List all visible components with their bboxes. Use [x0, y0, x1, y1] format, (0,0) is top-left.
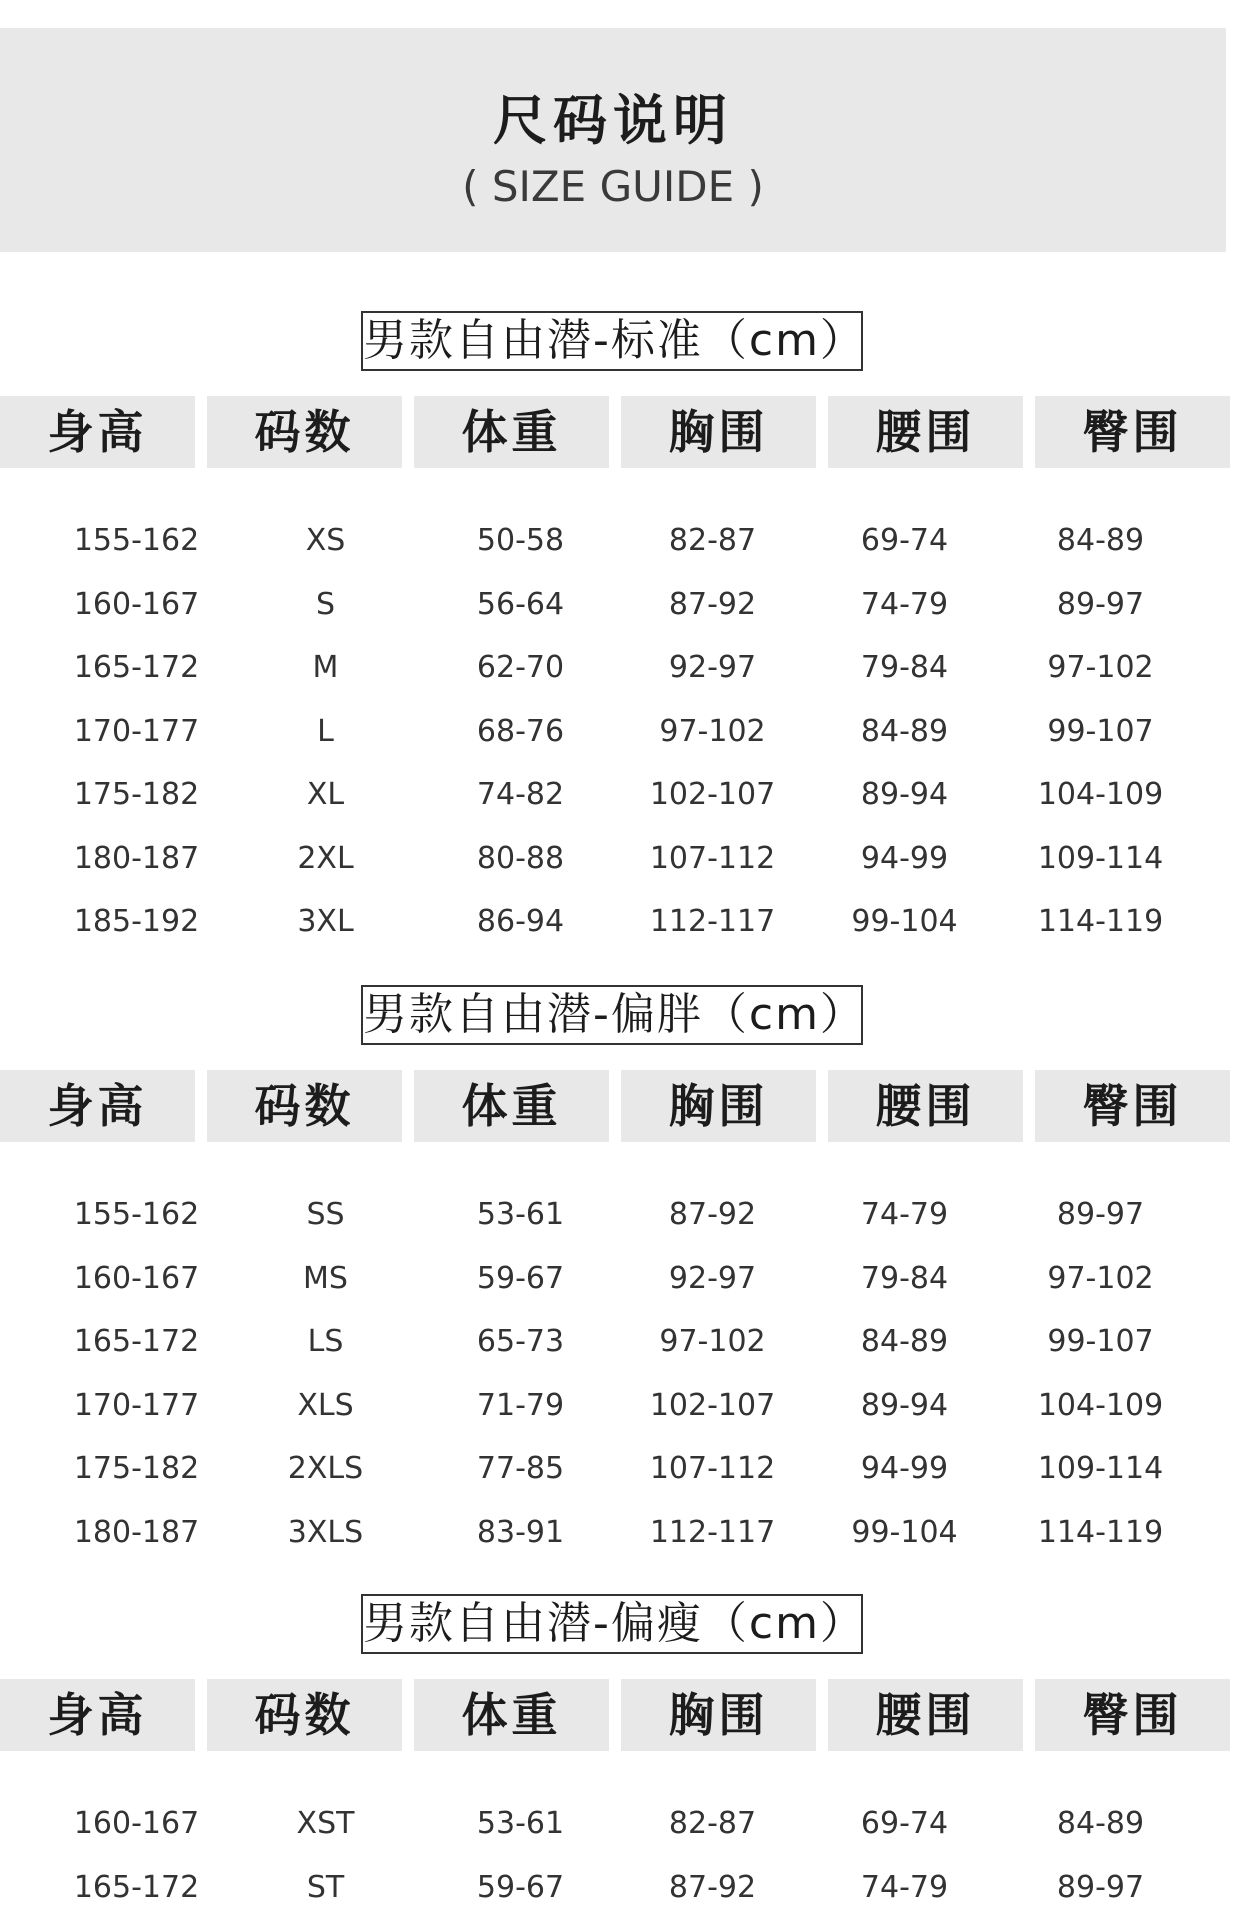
table-cell: 53-61: [476, 1806, 565, 1841]
table-cell: 62-70: [476, 650, 565, 685]
table-cell: 175-182: [73, 777, 200, 812]
title-banner: [0, 28, 1226, 252]
table-cell: LS: [307, 1324, 344, 1359]
table-cell: 3XL: [297, 904, 354, 939]
table-cell: 59-67: [476, 1260, 565, 1296]
table-cell: 74-82: [476, 777, 565, 812]
table-cell: 99-104: [851, 1514, 958, 1550]
column-header: 臀围: [1035, 396, 1230, 468]
page-title: 尺码说明: [493, 89, 733, 152]
column-header: 臀围: [1035, 1070, 1230, 1142]
table-cell: 69-74: [860, 523, 949, 558]
column-header: 体重: [414, 396, 609, 468]
table-cell: 86-94: [476, 904, 565, 939]
table-cell: 102-107: [649, 1387, 776, 1423]
table-cell: 77-85: [476, 1451, 565, 1486]
table-cell: 185-192: [73, 904, 200, 939]
table-cell: 160-167: [73, 1806, 200, 1841]
table-cell: 89-97: [1056, 586, 1145, 622]
table-cell: 89-94: [860, 777, 949, 812]
table-cell: 59-67: [476, 1869, 565, 1905]
column-header: 码数: [207, 1679, 402, 1751]
table-cell: 56-64: [476, 586, 565, 622]
table-cell: 97-102: [1047, 1260, 1154, 1296]
column-header: 码数: [207, 396, 402, 468]
table-cell: 84-89: [1056, 1806, 1145, 1841]
table-cell: L: [317, 713, 334, 749]
table-cell: 155-162: [73, 523, 200, 558]
table-cell: 114-119: [1037, 1514, 1164, 1550]
table-cell: 99-107: [1047, 713, 1154, 749]
table-cell: 94-99: [860, 840, 949, 876]
table-cell: 50-58: [476, 523, 565, 558]
table-cell: 87-92: [668, 1869, 757, 1905]
table-cell: M: [312, 650, 339, 685]
table-cell: 80-88: [476, 840, 565, 876]
table-cell: 155-162: [73, 1197, 200, 1232]
page-subtitle: ( SIZE GUIDE ): [462, 162, 764, 211]
table-cell: 89-97: [1056, 1197, 1145, 1232]
table-cell: 165-172: [73, 1324, 200, 1359]
table-cell: 89-94: [860, 1387, 949, 1423]
section-title: 男款自由潜-标准（cm）: [361, 311, 863, 371]
table-cell: 97-102: [659, 713, 766, 749]
section-title: 男款自由潜-偏胖（cm）: [361, 985, 863, 1045]
table-cell: 99-107: [1047, 1324, 1154, 1359]
table-cell: 165-172: [73, 650, 200, 685]
table-cell: 82-87: [668, 1806, 757, 1841]
table-cell: 87-92: [668, 1197, 757, 1232]
table-cell: XST: [296, 1806, 355, 1841]
table-cell: 97-102: [659, 1324, 766, 1359]
table-cell: 170-177: [73, 713, 200, 749]
table-cell: 84-89: [860, 713, 949, 749]
table-cell: 109-114: [1037, 840, 1164, 876]
column-header: 腰围: [828, 1679, 1023, 1751]
section-title: 男款自由潜-偏瘦（cm）: [361, 1594, 863, 1654]
column-header: 体重: [414, 1679, 609, 1751]
table-cell: 97-102: [1047, 650, 1154, 685]
table-cell: 180-187: [73, 1514, 200, 1550]
table-cell: 112-117: [649, 904, 776, 939]
table-cell: 84-89: [860, 1324, 949, 1359]
table-cell: 94-99: [860, 1451, 949, 1486]
table-cell: 79-84: [860, 650, 949, 685]
table-cell: 104-109: [1037, 777, 1164, 812]
table-cell: 92-97: [668, 1260, 757, 1296]
column-header: 身高: [0, 1070, 195, 1142]
table-cell: 102-107: [649, 777, 776, 812]
table-cell: 89-97: [1056, 1869, 1145, 1905]
column-header: 身高: [0, 1679, 195, 1751]
table-cell: ST: [306, 1869, 345, 1905]
table-cell: 74-79: [860, 1197, 949, 1232]
table-cell: 69-74: [860, 1806, 949, 1841]
table-cell: SS: [306, 1197, 345, 1232]
table-cell: 114-119: [1037, 904, 1164, 939]
column-header: 胸围: [621, 1679, 816, 1751]
table-cell: 74-79: [860, 586, 949, 622]
table-cell: 83-91: [476, 1514, 565, 1550]
table-cell: 160-167: [73, 586, 200, 622]
column-header: 码数: [207, 1070, 402, 1142]
column-header: 腰围: [828, 1070, 1023, 1142]
table-cell: XS: [305, 523, 346, 558]
table-cell: 84-89: [1056, 523, 1145, 558]
table-cell: XL: [306, 777, 345, 812]
table-cell: 53-61: [476, 1197, 565, 1232]
table-cell: 160-167: [73, 1260, 200, 1296]
column-header: 胸围: [621, 1070, 816, 1142]
table-cell: 180-187: [73, 840, 200, 876]
column-header: 体重: [414, 1070, 609, 1142]
table-cell: 165-172: [73, 1869, 200, 1905]
table-cell: 65-73: [476, 1324, 565, 1359]
column-header: 腰围: [828, 396, 1023, 468]
table-cell: 99-104: [851, 904, 958, 939]
table-cell: 112-117: [649, 1514, 776, 1550]
table-cell: 82-87: [668, 523, 757, 558]
table-cell: 71-79: [476, 1387, 565, 1423]
table-cell: 104-109: [1037, 1387, 1164, 1423]
table-cell: MS: [303, 1260, 348, 1296]
table-cell: 107-112: [649, 1451, 776, 1486]
table-cell: 2XL: [297, 840, 354, 876]
table-cell: 79-84: [860, 1260, 949, 1296]
table-cell: 170-177: [73, 1387, 200, 1423]
table-cell: 175-182: [73, 1451, 200, 1486]
table-cell: 107-112: [649, 840, 776, 876]
table-cell: 68-76: [476, 713, 565, 749]
table-cell: 109-114: [1037, 1451, 1164, 1486]
column-header: 身高: [0, 396, 195, 468]
table-cell: 74-79: [860, 1869, 949, 1905]
table-cell: 92-97: [668, 650, 757, 685]
column-header: 臀围: [1035, 1679, 1230, 1751]
column-header: 胸围: [621, 396, 816, 468]
table-cell: 87-92: [668, 586, 757, 622]
table-cell: 3XLS: [287, 1514, 364, 1550]
table-cell: 2XLS: [287, 1451, 364, 1486]
table-cell: S: [315, 586, 336, 622]
table-cell: XLS: [297, 1387, 354, 1423]
